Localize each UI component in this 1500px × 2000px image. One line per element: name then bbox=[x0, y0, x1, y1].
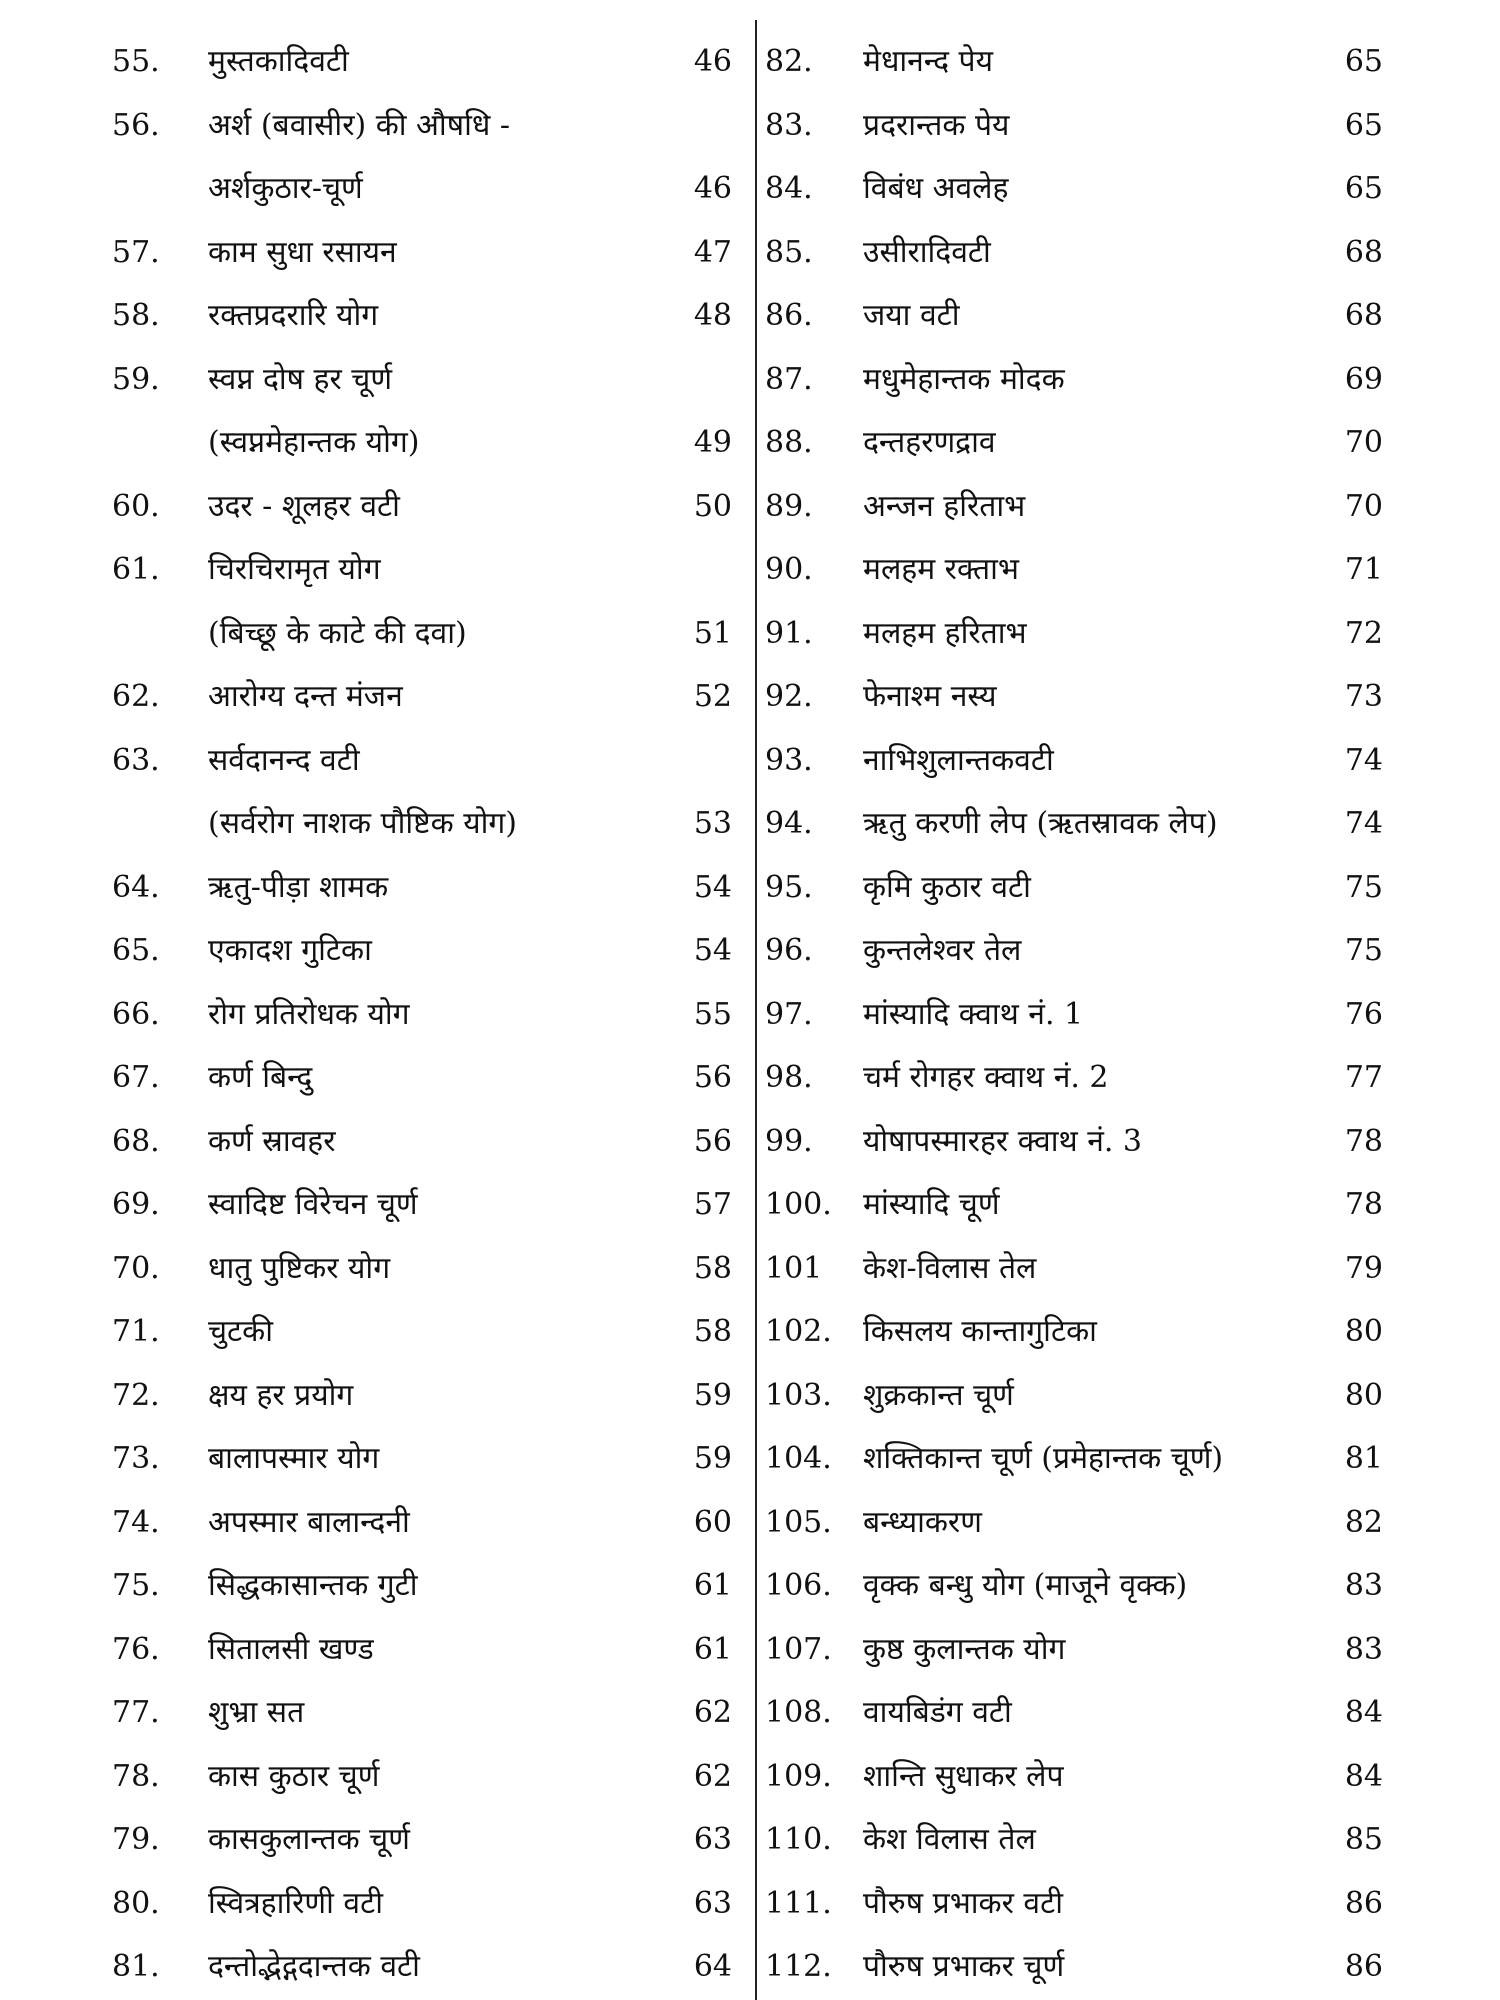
entry-page-number: 70 bbox=[1344, 488, 1383, 524]
entry-number: 111. bbox=[765, 1885, 832, 1921]
contents-entry bbox=[100, 284, 750, 348]
entry-page-number: 84 bbox=[1344, 1758, 1383, 1794]
contents-entry bbox=[765, 1173, 1405, 1237]
contents-entry bbox=[100, 30, 750, 94]
contents-entry bbox=[100, 1872, 750, 1936]
entry-number: 93. bbox=[765, 742, 813, 778]
entry-title: शुभ्रा सत bbox=[208, 1695, 305, 1730]
entry-page-number: 48 bbox=[693, 298, 732, 333]
entry-title: रक्तप्रदरारि योग bbox=[208, 298, 379, 333]
entry-title: कुन्तलेश्वर तेल bbox=[863, 933, 1022, 968]
entry-title: अर्शकुठार-चूर्ण bbox=[208, 171, 363, 206]
contents-entry bbox=[100, 538, 750, 602]
entry-number: 60. bbox=[112, 488, 160, 524]
entry-number: 72. bbox=[112, 1377, 160, 1413]
entry-title: ऋतु करणी लेप (ऋतस्रावक लेप) bbox=[863, 806, 1218, 841]
entry-page-number: 68 bbox=[1344, 298, 1383, 333]
entry-number: 80. bbox=[112, 1885, 160, 1921]
entry-page-number: 46 bbox=[693, 44, 732, 79]
entry-number: 96. bbox=[765, 933, 813, 968]
entry-page-number: 52 bbox=[693, 679, 732, 714]
entry-title: मांस्यादि चूर्ण bbox=[863, 1187, 1000, 1222]
entry-number: 91. bbox=[765, 615, 813, 651]
entry-title: कास कुठार चूर्ण bbox=[208, 1758, 380, 1794]
entry-title: दन्तहरणद्राव bbox=[863, 425, 996, 460]
entry-title: सर्वदानन्द वटी bbox=[208, 742, 360, 778]
entry-page-number: 65 bbox=[1344, 44, 1383, 79]
entry-page-number: 64 bbox=[693, 1949, 732, 1984]
entry-number: 109. bbox=[765, 1758, 832, 1794]
entry-number: 57. bbox=[112, 234, 160, 270]
entry-title: बन्ध्याकरण bbox=[863, 1504, 982, 1540]
contents-entry bbox=[765, 1681, 1405, 1745]
contents-entry bbox=[765, 1046, 1405, 1110]
entry-title: स्वित्रहारिणी वटी bbox=[208, 1885, 383, 1921]
entry-page-number: 49 bbox=[693, 425, 732, 460]
entry-number: 73. bbox=[112, 1441, 160, 1476]
entry-title: शुक्रकान्त चूर्ण bbox=[863, 1377, 1014, 1413]
entry-page-number: 80 bbox=[1344, 1314, 1383, 1349]
entry-number: 67. bbox=[112, 1060, 160, 1095]
entry-title: बालापस्मार योग bbox=[208, 1441, 380, 1476]
contents-entry bbox=[100, 1427, 750, 1491]
entry-number: 63. bbox=[112, 742, 160, 778]
entry-title: अन्जन हरिताभ bbox=[863, 488, 1026, 524]
entry-number: 75. bbox=[112, 1568, 160, 1603]
entry-title: फेनाश्म नस्य bbox=[863, 679, 997, 714]
entry-page-number: 62 bbox=[693, 1695, 732, 1730]
entry-page-number: 54 bbox=[693, 933, 732, 968]
entry-number: 74. bbox=[112, 1504, 160, 1540]
entry-number: 107. bbox=[765, 1631, 832, 1667]
entry-title: नाभिशुलान्तकवटी bbox=[863, 742, 1054, 778]
contents-entry bbox=[100, 1681, 750, 1745]
entry-page-number: 47 bbox=[693, 234, 732, 270]
entry-title: जया वटी bbox=[863, 298, 960, 333]
contents-entry bbox=[765, 411, 1405, 475]
contents-entry bbox=[765, 602, 1405, 666]
contents-entry bbox=[765, 94, 1405, 158]
entry-page-number: 78 bbox=[1344, 1187, 1383, 1222]
entry-title: कृमि कुठार वटी bbox=[863, 869, 1031, 905]
entry-page-number: 62 bbox=[693, 1758, 732, 1794]
entry-number: 104. bbox=[765, 1441, 832, 1476]
entry-title: अर्श (बवासीर) की औषधि - bbox=[208, 107, 510, 143]
entry-page-number: 83 bbox=[1344, 1568, 1383, 1603]
entry-page-number: 59 bbox=[693, 1441, 732, 1476]
entry-page-number: 61 bbox=[693, 1568, 732, 1603]
entry-title: पौरुष प्रभाकर वटी bbox=[863, 1885, 1063, 1921]
entry-number: 112. bbox=[765, 1949, 832, 1984]
entry-page-number: 84 bbox=[1344, 1695, 1383, 1730]
entry-number: 83. bbox=[765, 107, 813, 143]
entry-number: 85. bbox=[765, 234, 813, 270]
contents-entry bbox=[765, 1935, 1405, 1999]
contents-entry bbox=[100, 729, 750, 793]
entry-number: 78. bbox=[112, 1758, 160, 1794]
entry-title: चुटकी bbox=[208, 1314, 273, 1349]
entry-number: 105. bbox=[765, 1504, 832, 1540]
contents-entry bbox=[100, 1364, 750, 1428]
entry-title: स्वप्न दोष हर चूर्ण bbox=[208, 361, 393, 397]
entry-page-number: 76 bbox=[1344, 996, 1383, 1032]
entry-page-number: 50 bbox=[693, 488, 732, 524]
entry-page-number: 70 bbox=[1344, 425, 1383, 460]
entry-title: मधुमेहान्तक मोदक bbox=[863, 361, 1065, 397]
entry-title: कर्ण स्रावहर bbox=[208, 1123, 336, 1159]
contents-entry bbox=[100, 665, 750, 729]
column-divider bbox=[755, 20, 757, 2000]
contents-entry bbox=[765, 792, 1405, 856]
entry-number: 100. bbox=[765, 1187, 832, 1222]
contents-entry bbox=[765, 729, 1405, 793]
entry-title: वृक्क बन्धु योग (माजूने वृक्क) bbox=[863, 1568, 1188, 1603]
contents-entry bbox=[765, 1618, 1405, 1682]
entry-page-number: 63 bbox=[693, 1885, 732, 1921]
contents-entry bbox=[100, 1300, 750, 1364]
entry-page-number: 74 bbox=[1344, 806, 1383, 841]
entry-title: प्रदरान्तक पेय bbox=[863, 107, 1010, 143]
entry-page-number: 59 bbox=[693, 1377, 732, 1413]
entry-number: 68. bbox=[112, 1123, 160, 1159]
entry-number: 110. bbox=[765, 1822, 832, 1857]
entry-title: उदर - शूलहर वटी bbox=[208, 488, 400, 524]
entry-page-number: 55 bbox=[693, 996, 732, 1032]
entry-title: उसीरादिवटी bbox=[863, 234, 991, 270]
entry-page-number: 85 bbox=[1344, 1822, 1383, 1857]
entry-title: एकादश गुटिका bbox=[208, 933, 372, 968]
entry-title: चर्म रोगहर क्वाथ नं. 2 bbox=[863, 1060, 1109, 1095]
entry-number: 64. bbox=[112, 869, 160, 905]
entry-title: काम सुधा रसायन bbox=[208, 234, 397, 270]
entry-number: 94. bbox=[765, 806, 813, 841]
entry-number: 99. bbox=[765, 1123, 813, 1159]
contents-entry bbox=[100, 157, 750, 221]
entry-number: 87. bbox=[765, 361, 813, 397]
entry-number: 62. bbox=[112, 679, 160, 714]
entry-title: (सर्वरोग नाशक पौष्टिक योग) bbox=[208, 806, 517, 841]
contents-entry bbox=[765, 348, 1405, 412]
entry-title: किसलय कान्तागुटिका bbox=[863, 1314, 1097, 1349]
entry-title: कासकुलान्तक चूर्ण bbox=[208, 1822, 410, 1857]
entry-page-number: 61 bbox=[693, 1631, 732, 1667]
entry-page-number: 46 bbox=[693, 171, 732, 206]
entry-number: 84. bbox=[765, 171, 813, 206]
entry-title: वायबिडंग वटी bbox=[863, 1695, 1012, 1730]
entry-title: (बिच्छू के काटे की दवा) bbox=[208, 615, 467, 651]
entry-number: 77. bbox=[112, 1695, 160, 1730]
contents-entry bbox=[765, 1808, 1405, 1872]
entry-title: रोग प्रतिरोधक योग bbox=[208, 996, 410, 1032]
entry-title: विबंध अवलेह bbox=[863, 171, 1009, 206]
contents-entry bbox=[765, 1745, 1405, 1809]
contents-entry bbox=[100, 348, 750, 412]
contents-entry bbox=[765, 919, 1405, 983]
entry-number: 89. bbox=[765, 488, 813, 524]
entry-page-number: 72 bbox=[1344, 615, 1383, 651]
entry-page-number: 69 bbox=[1344, 361, 1383, 397]
entry-title: मुस्तकादिवटी bbox=[208, 44, 349, 79]
entry-number: 66. bbox=[112, 996, 160, 1032]
contents-entry bbox=[100, 1808, 750, 1872]
entry-page-number: 68 bbox=[1344, 234, 1383, 270]
entry-page-number: 73 bbox=[1344, 679, 1383, 714]
entry-number: 61. bbox=[112, 552, 160, 587]
entry-page-number: 58 bbox=[693, 1250, 732, 1286]
entry-number: 71. bbox=[112, 1314, 160, 1349]
entry-title: केश विलास तेल bbox=[863, 1822, 1036, 1857]
contents-entry bbox=[765, 30, 1405, 94]
entry-page-number: 60 bbox=[693, 1504, 732, 1540]
entry-title: शान्ति सुधाकर लेप bbox=[863, 1758, 1064, 1794]
entry-page-number: 86 bbox=[1344, 1949, 1383, 1984]
contents-entry bbox=[765, 1427, 1405, 1491]
entry-title: ऋतु-पीड़ा शामक bbox=[208, 869, 389, 905]
entry-title: क्षय हर प्रयोग bbox=[208, 1377, 354, 1413]
entry-number: 86. bbox=[765, 298, 813, 333]
entry-title: मलहम हरिताभ bbox=[863, 615, 1027, 651]
entry-page-number: 77 bbox=[1344, 1060, 1383, 1095]
entry-number: 70. bbox=[112, 1250, 160, 1286]
entry-page-number: 81 bbox=[1344, 1441, 1383, 1476]
contents-entry bbox=[765, 856, 1405, 920]
contents-entry bbox=[100, 1554, 750, 1618]
contents-entry bbox=[100, 919, 750, 983]
entry-page-number: 83 bbox=[1344, 1631, 1383, 1667]
contents-entry bbox=[100, 602, 750, 666]
entry-page-number: 63 bbox=[693, 1822, 732, 1857]
entry-title: शक्तिकान्त चूर्ण (प्रमेहान्तक चूर्ण) bbox=[863, 1441, 1224, 1476]
entry-title: अपस्मार बालान्दनी bbox=[208, 1504, 410, 1540]
entry-title: चिरचिरामृत योग bbox=[208, 552, 381, 587]
contents-entry bbox=[765, 1872, 1405, 1936]
entry-page-number: 53 bbox=[693, 806, 732, 841]
entry-title: कुष्ठ कुलान्तक योग bbox=[863, 1631, 1066, 1667]
contents-entry bbox=[765, 665, 1405, 729]
contents-entry bbox=[100, 475, 750, 539]
entry-number: 59. bbox=[112, 361, 160, 397]
contents-entry bbox=[765, 1364, 1405, 1428]
entry-page-number: 56 bbox=[693, 1060, 732, 1095]
entry-page-number: 86 bbox=[1344, 1885, 1383, 1921]
entry-title: (स्वप्नमेहान्तक योग) bbox=[208, 425, 420, 460]
entry-title: दन्तोद्भेद्गदान्तक वटी bbox=[208, 1949, 420, 1984]
contents-entry bbox=[765, 157, 1405, 221]
contents-entry bbox=[765, 1237, 1405, 1301]
entry-number: 103. bbox=[765, 1377, 832, 1413]
entry-title: सितालसी खण्ड bbox=[208, 1631, 374, 1667]
contents-entry bbox=[100, 1935, 750, 1999]
contents-entry bbox=[765, 475, 1405, 539]
entry-title: कर्ण बिन्दु bbox=[208, 1060, 313, 1095]
entry-number: 69. bbox=[112, 1187, 160, 1222]
entry-title: केश-विलास तेल bbox=[863, 1250, 1037, 1286]
entry-title: सिद्धकासान्तक गुटी bbox=[208, 1568, 418, 1603]
contents-entry bbox=[100, 1046, 750, 1110]
contents-entry bbox=[100, 1173, 750, 1237]
contents-entry bbox=[100, 1618, 750, 1682]
contents-entry bbox=[100, 792, 750, 856]
entry-page-number: 65 bbox=[1344, 107, 1383, 143]
entry-number: 90. bbox=[765, 552, 813, 587]
entry-number: 81. bbox=[112, 1949, 160, 1984]
entry-page-number: 51 bbox=[693, 615, 732, 651]
entry-page-number: 56 bbox=[693, 1123, 732, 1159]
entry-number: 98. bbox=[765, 1060, 813, 1095]
contents-entry bbox=[765, 983, 1405, 1047]
entry-page-number: 75 bbox=[1344, 869, 1383, 905]
entry-title: धातु पुष्टिकर योग bbox=[208, 1250, 391, 1286]
contents-entry bbox=[100, 1491, 750, 1555]
entry-page-number: 80 bbox=[1344, 1377, 1383, 1413]
contents-entry bbox=[100, 1237, 750, 1301]
entry-page-number: 75 bbox=[1344, 933, 1383, 968]
entry-title: योषापस्मारहर क्वाथ नं. 3 bbox=[863, 1123, 1143, 1159]
entry-page-number: 54 bbox=[693, 869, 732, 905]
entry-number: 55. bbox=[112, 44, 160, 79]
entry-number: 102. bbox=[765, 1314, 832, 1349]
entry-number: 108. bbox=[765, 1695, 832, 1730]
entry-number: 56. bbox=[112, 107, 160, 143]
contents-entry bbox=[765, 1110, 1405, 1174]
entry-number: 95. bbox=[765, 869, 813, 905]
contents-entry bbox=[765, 538, 1405, 602]
entry-title: मेधानन्द पेय bbox=[863, 44, 993, 79]
contents-entry bbox=[100, 1745, 750, 1809]
entry-number: 65. bbox=[112, 933, 160, 968]
contents-entry bbox=[765, 1300, 1405, 1364]
entry-number: 106. bbox=[765, 1568, 832, 1603]
entry-number: 101 bbox=[765, 1250, 823, 1286]
entry-number: 88. bbox=[765, 425, 813, 460]
contents-entry bbox=[100, 94, 750, 158]
contents-entry bbox=[100, 983, 750, 1047]
contents-right-column bbox=[765, 30, 1405, 1999]
contents-entry bbox=[100, 1110, 750, 1174]
entry-number: 58. bbox=[112, 298, 160, 333]
entry-page-number: 82 bbox=[1344, 1504, 1383, 1540]
entry-page-number: 74 bbox=[1344, 742, 1383, 778]
entry-title: आरोग्य दन्त मंजन bbox=[208, 679, 403, 714]
entry-title: स्वादिष्ट विरेचन चूर्ण bbox=[208, 1187, 418, 1222]
contents-entry bbox=[100, 856, 750, 920]
entry-page-number: 58 bbox=[693, 1314, 732, 1349]
entry-number: 92. bbox=[765, 679, 813, 714]
entry-number: 76. bbox=[112, 1631, 160, 1667]
contents-left-column bbox=[100, 30, 750, 1999]
contents-entry bbox=[765, 221, 1405, 285]
contents-entry bbox=[100, 411, 750, 475]
entry-page-number: 71 bbox=[1344, 552, 1383, 587]
contents-entry bbox=[100, 221, 750, 285]
entry-number: 97. bbox=[765, 996, 813, 1032]
entry-page-number: 78 bbox=[1344, 1123, 1383, 1159]
entry-number: 79. bbox=[112, 1822, 160, 1857]
contents-entry bbox=[765, 284, 1405, 348]
entry-page-number: 79 bbox=[1344, 1250, 1383, 1286]
contents-entry bbox=[765, 1554, 1405, 1618]
contents-entry bbox=[765, 1491, 1405, 1555]
entry-page-number: 65 bbox=[1344, 171, 1383, 206]
entry-title: मलहम रक्ताभ bbox=[863, 552, 1019, 587]
entry-page-number: 57 bbox=[693, 1187, 732, 1222]
entry-title: मांस्यादि क्वाथ नं. 1 bbox=[863, 996, 1084, 1032]
entry-title: पौरुष प्रभाकर चूर्ण bbox=[863, 1949, 1065, 1984]
entry-number: 82. bbox=[765, 44, 813, 79]
